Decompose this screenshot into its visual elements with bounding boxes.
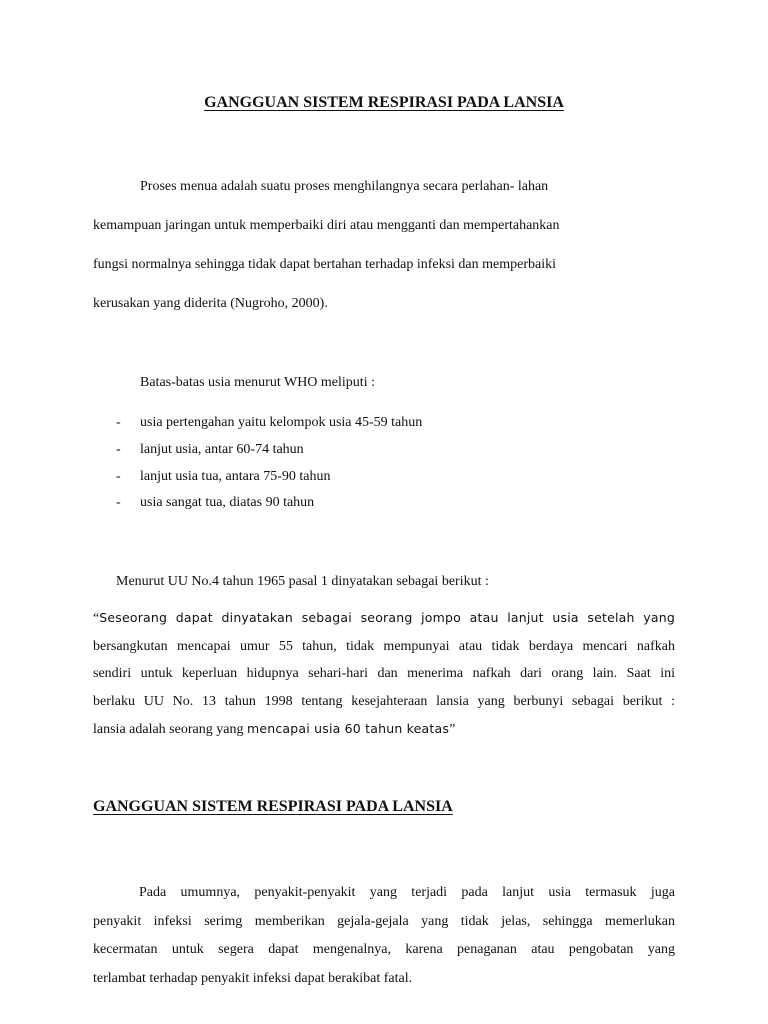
intro-line-4: kerusakan yang diderita (Nugroho, 2000). xyxy=(93,296,328,311)
quote-line-3: sendiri untuk keperluan hidupnya sehari-hari dan menerima nafkah dari orang lain. Saat ini xyxy=(93,666,675,682)
who-intro: Batas-batas usia menurut WHO meliputi : xyxy=(140,375,375,390)
quote-block xyxy=(93,604,675,744)
final-paragraph xyxy=(93,879,675,993)
quote-line-5-serif: lansia adalah seorang yang xyxy=(93,722,247,738)
list-marker: - xyxy=(116,495,121,510)
final-line-3: kecermatan untuk segera dapat mengenalnya, karena penaganan atau pengobatan yang xyxy=(93,942,675,957)
quote-line-2: bersangkutan mencapai umur 55 tahun, tidak mempunyai atau tidak berdaya mencari nafkah xyxy=(93,638,675,654)
quote-open-mark: “ xyxy=(93,611,100,626)
list-item-text: usia sangat tua, diatas 90 tahun xyxy=(140,495,315,510)
quote-line-1 xyxy=(93,604,675,633)
final-line-4: terlambat terhadap penyakit infeksi dapat berakibat fatal. xyxy=(93,970,413,986)
intro-line-2: kemampuan jaringan untuk memperbaiki diri atau mengganti dan mempertahankan xyxy=(93,218,560,233)
uu-intro: Menurut UU No.4 tahun 1965 pasal 1 dinyatakan sebagai berikut : xyxy=(116,574,489,589)
list-item xyxy=(116,496,314,510)
final-line-1: Pada umumnya, penyakit-penyakit yang terjadi pada lanjut usia termasuk juga xyxy=(139,885,675,900)
quote-close-mark: ” xyxy=(449,722,456,738)
section-title: GANGGUAN SISTEM RESPIRASI PADA LANSIA xyxy=(93,798,453,815)
quote-line-1-text: Seseorang dapat dinyatakan sebagai seorang jompo atau lanjut usia setelah yang xyxy=(99,610,675,625)
list-item xyxy=(116,470,331,484)
list-item-text: lanjut usia tua, antara 75-90 tahun xyxy=(140,469,331,484)
quote-line-5-sans: mencapai usia 60 tahun keatas xyxy=(246,721,450,737)
intro-line-3: fungsi normalnya sehingga tidak dapat bertahan terhadap infeksi dan memperbaiki xyxy=(93,257,557,272)
final-line-2: penyakit infeksi serimg memberikan gejala-gejala yang tidak jelas, sehingga memerlukan xyxy=(93,913,675,929)
list-marker: - xyxy=(116,469,121,484)
intro-line-1: Proses menua adalah suatu proses menghilangnya secara perlahan- lahan xyxy=(140,179,549,194)
list-marker: - xyxy=(116,415,121,430)
quote-line-5 xyxy=(93,715,675,744)
list-item xyxy=(116,416,422,430)
list-item xyxy=(116,443,304,457)
list-item-text: lanjut usia, antar 60-74 tahun xyxy=(140,442,304,457)
page-title: GANGGUAN SISTEM RESPIRASI PADA LANSIA xyxy=(204,94,564,111)
list-item-text: usia pertengahan yaitu kelompok usia 45-59 tahun xyxy=(140,415,423,430)
list-marker: - xyxy=(116,442,121,457)
quote-line-4: berlaku UU No. 13 tahun 1998 tentang kesejahteraan lansia yang berbunyi sebagai berikut : xyxy=(93,693,675,709)
